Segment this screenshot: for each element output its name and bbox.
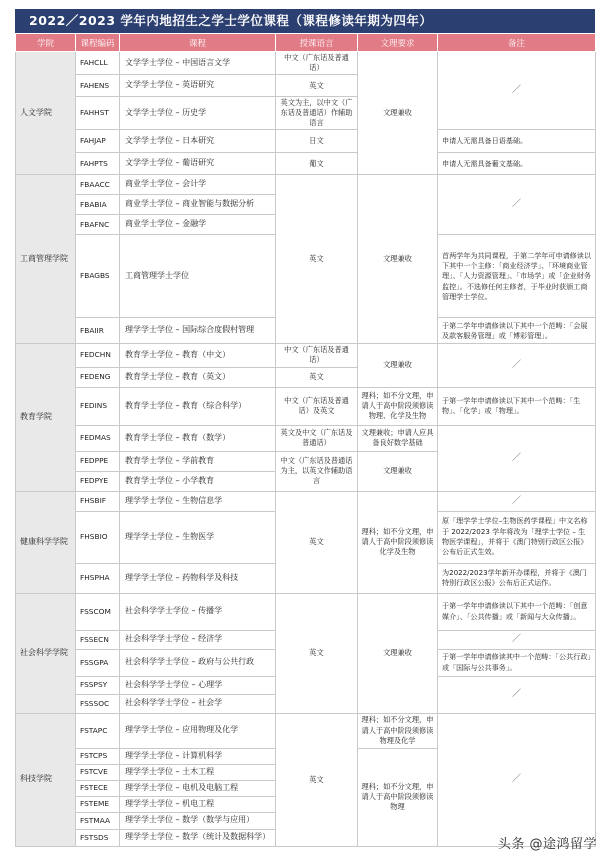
requirement-cell: 理科；如不分文理，申请人于高中阶段须修读物理及化学: [358, 713, 438, 748]
requirement-cell: 文理兼收: [358, 344, 438, 387]
requirement-cell: 文理兼收；申请人应具备良好数学基础: [358, 425, 438, 451]
header-code: 课程编码: [76, 34, 120, 52]
course-name: 教育学士学位 – 学前教育: [120, 451, 276, 471]
table-row: [16, 713, 596, 748]
course-name: 社会科学学士学位 – 政府与公共行政: [120, 649, 276, 676]
course-code: FBAIIR: [76, 318, 120, 344]
table-row: [16, 175, 596, 195]
course-name: 教育学士学位 – 教育（综合科学）: [120, 387, 276, 425]
course-code: FSSCOM: [76, 593, 120, 630]
language-cell: 英文: [276, 491, 358, 593]
course-name: 社会科学学士学位 – 心理学: [120, 676, 276, 694]
course-code: FAHCLL: [76, 52, 120, 75]
language-cell: 英文为主，以中文（广东话及普通话）作辅助语言: [276, 97, 358, 130]
course-code: FAHJAP: [76, 130, 120, 153]
course-code: FHSPHA: [76, 563, 120, 593]
requirement-cell: 文理兼收: [358, 451, 438, 491]
requirement-cell: 理科；如不分文理，申请人于高中阶段须修读物理、化学及生物: [358, 387, 438, 425]
course-code: FEDINS: [76, 387, 120, 425]
notes-cell: 申请人无需具备葡文基础。: [438, 153, 596, 175]
course-name: 理学学士学位 – 计算机科学: [120, 748, 276, 764]
table-row: [16, 593, 596, 630]
course-code: FSTEME: [76, 796, 120, 812]
course-name: 工商管理学士学位: [120, 235, 276, 318]
course-name: 文学学士学位 – 葡语研究: [120, 153, 276, 175]
course-name: 文学学士学位 – 历史学: [120, 97, 276, 130]
notes-cell: ／: [438, 344, 596, 387]
notes-cell: 原「理学学士学位–生物医药学课程」中文名称于 2022/2023 学年将改为「理学士学位 – 生物医学课程」，并将于《澳门特别行政区公报》公布后正式生效。: [438, 511, 596, 563]
notes-cell: ／: [438, 175, 596, 235]
course-name: 教育学士学位 – 小学教育: [120, 471, 276, 491]
course-code: FEDCHN: [76, 344, 120, 367]
programme-table: [15, 33, 596, 847]
watermark: 头条 @途鸿留学: [497, 837, 597, 852]
language-cell: 英文: [276, 593, 358, 713]
course-code: FSTAPC: [76, 713, 120, 748]
course-name: 文学学士学位 – 日本研究: [120, 130, 276, 153]
notes-cell: 申请人无需具备日语基础。: [438, 130, 596, 153]
course-code: FBABIA: [76, 195, 120, 215]
requirement-cell: 文理兼收: [358, 175, 438, 344]
notes-cell: ／: [438, 52, 596, 130]
language-cell: 葡文: [276, 153, 358, 175]
course-code: FSTECE: [76, 780, 120, 796]
notes-cell: ／: [438, 425, 596, 491]
programme-sheet: [15, 9, 595, 847]
course-code: FAHENS: [76, 75, 120, 97]
table-row: [16, 130, 596, 153]
header-faculty: 学院: [16, 34, 76, 52]
page-title: 2022／2023 学年内地招生之学士学位课程（课程修读年期为四年）: [15, 9, 595, 33]
notes-cell: ／: [438, 676, 596, 713]
course-name: 教育学士学位 – 教育（英文）: [120, 367, 276, 387]
notes-cell: 首两学年为共同课程，于第二学年可申请修读以下其中一个主修：「商业经济学」、「环境商业管理」、「人力资源管理」、「市场学」或「企业财务监控」。不选修任何主修者，于毕业时获颁工商管理学士学位。: [438, 235, 596, 318]
course-name: 商业学士学位 – 会计学: [120, 175, 276, 195]
notes-cell: ／: [438, 491, 596, 511]
course-name: 理学学士学位 – 应用物理及化学: [120, 713, 276, 748]
header-notes: 备注: [438, 34, 596, 52]
requirement-cell: 文理兼收: [358, 593, 438, 713]
language-cell: 英文: [276, 75, 358, 97]
faculty-cell: 科技学院: [16, 713, 76, 846]
language-cell: 中文（广东话及普通话）: [276, 52, 358, 75]
course-name: 文学学士学位 – 中国语言文学: [120, 52, 276, 75]
course-name: 理学学士学位 – 数学（数学与应用）: [120, 812, 276, 829]
notes-cell: 于第一学年申请修读以下其中一个范畴：「创意媒介」、「公共传播」或「新闻与大众传播」。: [438, 593, 596, 630]
language-cell: 英文: [276, 175, 358, 344]
course-name: 教育学士学位 – 教育（数学）: [120, 425, 276, 451]
header-language: 授课语言: [276, 34, 358, 52]
requirement-cell: 文理兼收: [358, 52, 438, 175]
course-code: FBAFNC: [76, 215, 120, 235]
course-name: 理学学士学位 – 药物科学及科技: [120, 563, 276, 593]
course-name: 理学学士学位 – 生物信息学: [120, 491, 276, 511]
course-code: FEDPPE: [76, 451, 120, 471]
course-code: FBAACC: [76, 175, 120, 195]
course-code: FEDMAS: [76, 425, 120, 451]
table-row: [16, 153, 596, 175]
course-code: FSSSOC: [76, 694, 120, 713]
faculty-cell: 社会科学学院: [16, 593, 76, 713]
course-code: FEDENG: [76, 367, 120, 387]
language-cell: 中文（广东话及普通话）: [276, 344, 358, 367]
requirement-cell: 理科；如不分文理，申请人于高中阶段须修读化学及生物: [358, 491, 438, 593]
course-code: FSSECN: [76, 630, 120, 649]
header-requirement: 文理要求: [358, 34, 438, 52]
notes-cell: 于第一学年申请修读以下其中一个范畴：「生物」、「化学」或「物理」。: [438, 387, 596, 425]
course-name: 理学学士学位 – 土木工程: [120, 764, 276, 780]
table-row: [16, 52, 596, 75]
course-code: FSTSDS: [76, 829, 120, 846]
course-code: FHSBIO: [76, 511, 120, 563]
course-code: FSTCVE: [76, 764, 120, 780]
course-code: FAHPTS: [76, 153, 120, 175]
course-name: 文学学士学位 – 英语研究: [120, 75, 276, 97]
table-row: [16, 344, 596, 367]
course-name: 理学学士学位 – 机电工程: [120, 796, 276, 812]
table-header-row: [16, 34, 596, 52]
course-name: 理学学士学位 – 国际综合度假村管理: [120, 318, 276, 344]
language-cell: 日文: [276, 130, 358, 153]
course-code: FSTMAA: [76, 812, 120, 829]
course-name: 商业学士学位 – 金融学: [120, 215, 276, 235]
language-cell: 英文: [276, 713, 358, 846]
table-row: [16, 387, 596, 425]
course-code: FEDPYE: [76, 471, 120, 491]
faculty-cell: 健康科学学院: [16, 491, 76, 593]
notes-cell: 于第一学年申请修读其中一个范畴：「公共行政」或「国际与公共事务」。: [438, 649, 596, 676]
course-name: 理学学士学位 – 数学（统计及数据科学）: [120, 829, 276, 846]
course-name: 教育学士学位 – 教育（中文）: [120, 344, 276, 367]
course-code: FSSPSY: [76, 676, 120, 694]
language-cell: 中文（广东话及普通话）及英文: [276, 387, 358, 425]
notes-cell: ／: [438, 713, 596, 846]
notes-cell: ／: [438, 630, 596, 649]
faculty-cell: 教育学院: [16, 344, 76, 491]
notes-cell: 于第二学年申请修读以下其中一个范畴：「会展及款客服务管理」或「博彩管理」。: [438, 318, 596, 344]
table-row: [16, 425, 596, 451]
course-name: 理学学士学位 – 电机及电脑工程: [120, 780, 276, 796]
notes-cell: 为2022/2023学年新开办课程，并将于《澳门特别行政区公报》公布后正式运作。: [438, 563, 596, 593]
faculty-cell: 工商管理学院: [16, 175, 76, 344]
course-name: 社会科学学士学位 – 社会学: [120, 694, 276, 713]
course-code: FAHHST: [76, 97, 120, 130]
table-row: [16, 491, 596, 511]
course-code: FSTCPS: [76, 748, 120, 764]
course-name: 理学学士学位 – 生物医学: [120, 511, 276, 563]
faculty-cell: 人文学院: [16, 52, 76, 175]
course-code: FSSGPA: [76, 649, 120, 676]
course-name: 商业学士学位 – 商业智能与数据分析: [120, 195, 276, 215]
course-name: 社会科学学士学位 – 传播学: [120, 593, 276, 630]
course-code: FHSBIF: [76, 491, 120, 511]
language-cell: 中文（广东话及普通话为主，以英文作辅助语言: [276, 451, 358, 491]
language-cell: 英文: [276, 367, 358, 387]
course-code: FBAGBS: [76, 235, 120, 318]
header-course: 课程: [120, 34, 276, 52]
requirement-cell: 理科；如不分文理，申请人于高中阶段须修读物理: [358, 748, 438, 846]
course-name: 社会科学学士学位 – 经济学: [120, 630, 276, 649]
language-cell: 英文及中文（广东话及普通话）: [276, 425, 358, 451]
